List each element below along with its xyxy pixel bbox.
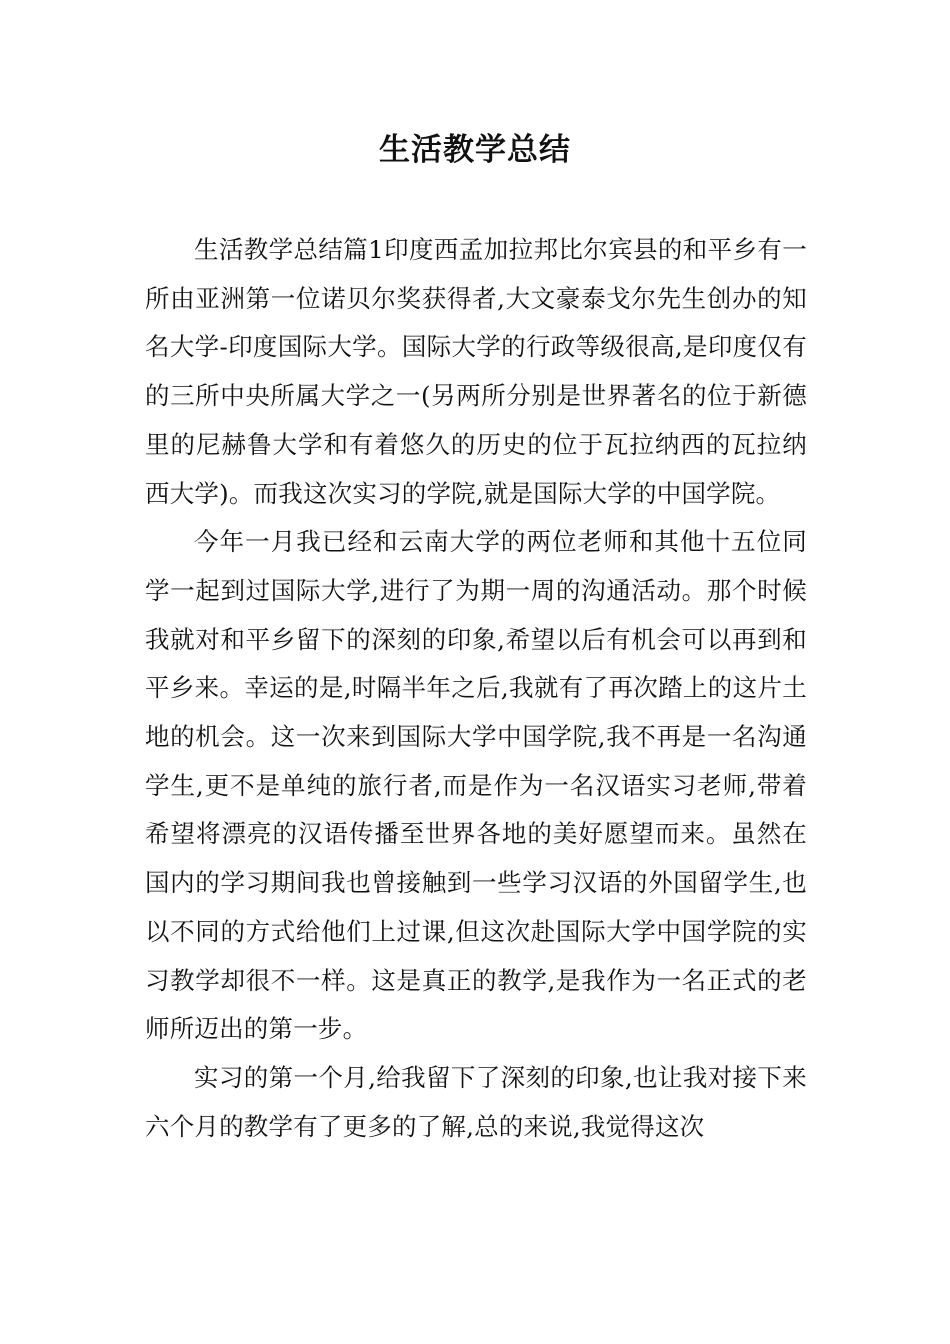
paragraph-1: 生活教学总结篇1印度西孟加拉邦比尔宾县的和平乡有一所由亚洲第一位诺贝尔奖获得者,大文豪泰戈尔先生创办的知名大学-印度国际大学。国际大学的行政等级很高,是印度仅有的三所中央所属大学之一(另两所分别是世界著名的位于新德里的尼赫鲁大学和有着悠久的历史的位于瓦拉纳西的瓦拉纳西大学)。而我这次实习的学院,就是国际大学的中国学院。 xyxy=(145,235,807,508)
document-title: 生活教学总结 xyxy=(379,132,571,168)
document-body xyxy=(145,226,807,1151)
paragraph-3: 实习的第一个月,给我留下了深刻的印象,也让我对接下来六个月的教学有了更多的了解,总的来说,我觉得这次 xyxy=(145,1062,807,1141)
paragraph-2: 今年一月我已经和云南大学的两位老师和其他十五位同学一起到过国际大学,进行了为期一周的沟通活动。那个时候我就对和平乡留下的深刻的印象,希望以后有机会可以再到和平乡来。幸运的是,时隔半年之后,我就有了再次踏上的这片土地的机会。这一次来到国际大学中国学院,我不再是一名沟通学生,更不是单纯的旅行者,而是作为一名汉语实习老师,带着希望将漂亮的汉语传播至世界各地的美好愿望而来。虽然在国内的学习期间我也曾接触到一些学习汉语的外国留学生,也以不同的方式给他们上过课,但这次赴国际大学中国学院的实习教学却很不一样。这是真正的教学,是我作为一名正式的老师所迈出的第一步。 xyxy=(145,527,807,1044)
